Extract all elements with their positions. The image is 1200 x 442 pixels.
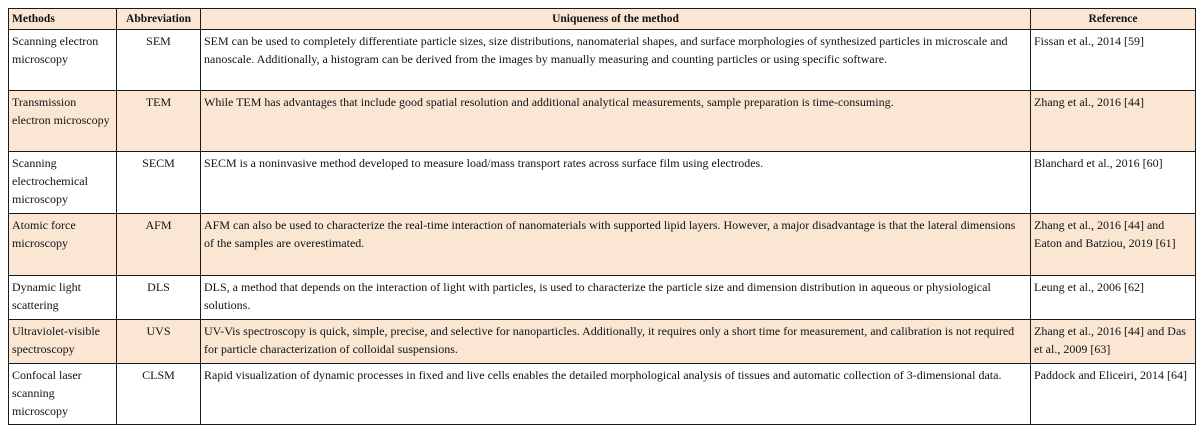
cell-method: Scanning electron microscopy <box>9 30 117 91</box>
cell-reference: Paddock and Eliceiri, 2014 [64] <box>1031 364 1196 425</box>
cell-abbreviation: AFM <box>117 214 201 276</box>
cell-abbreviation: SECM <box>117 152 201 214</box>
cell-uniqueness: SEM can be used to completely differentiate particle sizes, size distributions, nanomaterial shapes, and surface morphologies of synthesized particles in microscale and nanoscale. Additionally, a histogram can be derived from the images by manually measuring and counting particles or using specific software. <box>201 30 1031 91</box>
cell-abbreviation: CLSM <box>117 364 201 425</box>
cell-reference: Zhang et al., 2016 [44] <box>1031 91 1196 152</box>
table-row <box>9 30 1196 91</box>
table-row <box>9 91 1196 152</box>
table-row <box>9 152 1196 214</box>
cell-uniqueness: AFM can also be used to characterize the real-time interaction of nanomaterials with supported lipid layers. However, a major disadvantage is that the lateral dimensions of the samples are overestimated. <box>201 214 1031 276</box>
cell-method: Ultraviolet-visible spectroscopy <box>9 320 117 364</box>
cell-abbreviation: TEM <box>117 91 201 152</box>
cell-method: Dynamic light scattering <box>9 276 117 320</box>
cell-uniqueness: UV-Vis spectroscopy is quick, simple, precise, and selective for nanoparticles. Additionally, it requires only a short time for measurement, and calibration is not required for particle characterization of colloidal suspensions. <box>201 320 1031 364</box>
cell-method: Atomic force microscopy <box>9 214 117 276</box>
table-row <box>9 320 1196 364</box>
cell-uniqueness: Rapid visualization of dynamic processes in fixed and live cells enables the detailed morphological analysis of tissues and automatic collection of 3-dimensional data. <box>201 364 1031 425</box>
cell-abbreviation: UVS <box>117 320 201 364</box>
header-row <box>9 9 1196 30</box>
cell-reference: Zhang et al., 2016 [44] and Eaton and Batziou, 2019 [61] <box>1031 214 1196 276</box>
table-body <box>9 30 1196 425</box>
table-row <box>9 364 1196 425</box>
cell-method: Transmission electron microscopy <box>9 91 117 152</box>
table-row <box>9 214 1196 276</box>
header-abbreviation: Abbreviation <box>117 9 201 30</box>
cell-uniqueness: While TEM has advantages that include good spatial resolution and additional analytical measurements, sample preparation is time-consuming. <box>201 91 1031 152</box>
cell-reference: Leung et al., 2006 [62] <box>1031 276 1196 320</box>
cell-method: Scanning electrochemical microscopy <box>9 152 117 214</box>
methods-table <box>8 8 1196 425</box>
header-uniqueness: Uniqueness of the method <box>201 9 1031 30</box>
table-row <box>9 276 1196 320</box>
cell-abbreviation: DLS <box>117 276 201 320</box>
cell-reference: Fissan et al., 2014 [59] <box>1031 30 1196 91</box>
cell-reference: Zhang et al., 2016 [44] and Das et al., 2009 [63] <box>1031 320 1196 364</box>
table-header <box>9 9 1196 30</box>
header-methods: Methods <box>9 9 117 30</box>
header-reference: Reference <box>1031 9 1196 30</box>
cell-abbreviation: SEM <box>117 30 201 91</box>
cell-uniqueness: SECM is a noninvasive method developed to measure load/mass transport rates across surface film using electrodes. <box>201 152 1031 214</box>
cell-uniqueness: DLS, a method that depends on the interaction of light with particles, is used to characterize the particle size and dimension distribution in aqueous or physiological solutions. <box>201 276 1031 320</box>
cell-reference: Blanchard et al., 2016 [60] <box>1031 152 1196 214</box>
cell-method: Confocal laser scanning microscopy <box>9 364 117 425</box>
